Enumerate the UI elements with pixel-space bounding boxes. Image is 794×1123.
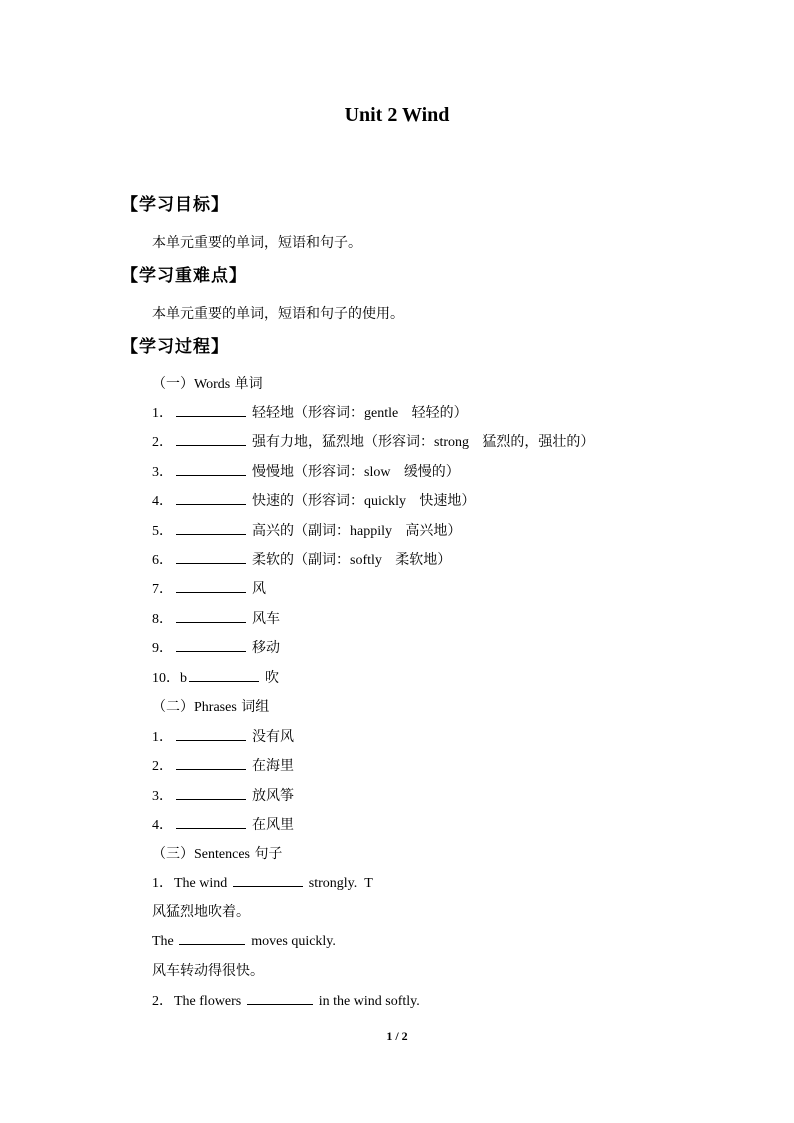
sentence-1-number: 1．	[152, 876, 173, 891]
sentence-1-end: strongly.	[308, 876, 358, 891]
word-item	[152, 402, 468, 422]
word-number: 2．	[152, 435, 173, 450]
word-number: 5．	[152, 524, 173, 539]
process-heading: 【学习过程】	[121, 337, 229, 357]
word-item	[152, 608, 280, 628]
phrase-item	[152, 755, 294, 775]
word-blank[interactable]	[176, 639, 246, 652]
word-meaning: 强有力地，猛烈地（形容词：	[252, 434, 434, 450]
word-blank[interactable]	[189, 669, 259, 682]
phrase-meaning: 在海里	[252, 758, 294, 774]
word-item	[152, 461, 460, 481]
sentence-3-start: The flowers	[174, 994, 242, 1009]
sentence-2-end: moves quickly.	[251, 934, 336, 949]
word-related-meaning: 高兴地）	[405, 523, 462, 539]
word-item	[152, 578, 266, 598]
word-blank[interactable]	[176, 492, 246, 505]
word-meaning: 慢慢地（形容词：	[252, 464, 364, 480]
sentence-3-end: in the wind softly.	[318, 994, 420, 1009]
word-number: 10．	[152, 671, 180, 686]
words-header-en: Words	[194, 377, 231, 392]
phrases-header	[152, 696, 269, 716]
sentence-1-tail: T	[364, 876, 373, 891]
word-meaning: 吹	[265, 670, 279, 686]
word-item	[152, 549, 451, 569]
word-related-form: strong	[434, 435, 469, 450]
word-meaning: 柔软的（副词：	[252, 552, 350, 568]
word-blank[interactable]	[176, 610, 246, 623]
word-blank[interactable]	[176, 433, 246, 446]
word-related-meaning: 快速地）	[419, 493, 476, 509]
phrases-header-en: Phrases	[194, 700, 237, 715]
word-meaning: 风	[252, 581, 266, 597]
words-header	[152, 373, 263, 393]
word-number: 4．	[152, 494, 173, 509]
word-meaning: 风车	[252, 611, 280, 627]
page-title: Unit 2 Wind	[344, 104, 450, 126]
phrase-number: 4．	[152, 818, 173, 833]
word-related-meaning: 猛烈的，强壮的）	[482, 434, 595, 450]
sentence-1-translation: 风猛烈地吹着。	[152, 904, 250, 920]
word-number: 9．	[152, 641, 173, 656]
sentence-1-start: The wind	[174, 876, 228, 891]
sentence-3-number: 2．	[152, 994, 173, 1009]
key-heading: 【学习重难点】	[121, 266, 247, 286]
phrase-meaning: 在风里	[252, 817, 294, 833]
sentence-3	[152, 990, 420, 1010]
word-item	[152, 637, 280, 657]
goal-heading: 【学习目标】	[121, 195, 229, 215]
word-item	[152, 667, 279, 687]
phrase-number: 1．	[152, 730, 173, 745]
word-number: 7．	[152, 582, 173, 597]
word-item	[152, 520, 461, 540]
phrase-item	[152, 785, 294, 805]
sentence-2-start: The	[152, 934, 174, 949]
sentence-2	[152, 932, 336, 950]
word-meaning: 移动	[252, 640, 280, 656]
words-header-cn: 单词	[234, 376, 263, 392]
word-item	[152, 490, 475, 510]
word-number: 3．	[152, 465, 173, 480]
phrase-blank[interactable]	[176, 728, 246, 741]
word-number: 8．	[152, 612, 173, 627]
goal-text: 本单元重要的单词，短语和句子。	[152, 235, 362, 251]
phrase-meaning: 放风筝	[252, 788, 294, 804]
phrase-blank[interactable]	[176, 816, 246, 829]
phrase-item	[152, 814, 294, 834]
word-meaning: 快速的（形容词：	[252, 493, 364, 509]
phrase-number: 3．	[152, 789, 173, 804]
phrase-meaning: 没有风	[252, 729, 294, 745]
sentence-3-blank[interactable]	[247, 992, 313, 1005]
sentence-2-blank[interactable]	[179, 932, 245, 945]
word-item	[152, 431, 594, 451]
word-blank[interactable]	[176, 551, 246, 564]
word-blank[interactable]	[176, 463, 246, 476]
word-related-form: happily	[350, 524, 392, 539]
key-text: 本单元重要的单词，短语和句子的使用。	[152, 306, 404, 322]
sentence-1	[152, 872, 373, 892]
word-related-meaning: 缓慢的）	[403, 464, 460, 480]
sentences-header-en: Sentences	[194, 847, 250, 862]
sentence-1-blank[interactable]	[233, 874, 303, 887]
sentences-header	[152, 843, 282, 863]
word-blank[interactable]	[176, 522, 246, 535]
word-blank[interactable]	[176, 580, 246, 593]
phrases-header-prefix: （二）	[152, 699, 194, 715]
word-related-form: slow	[364, 465, 391, 480]
phrase-item	[152, 726, 294, 746]
word-first-letter: b	[180, 671, 187, 686]
word-related-meaning: 柔软地）	[395, 552, 452, 568]
sentence-2-translation: 风车转动得很快。	[152, 963, 264, 979]
word-related-form: quickly	[364, 494, 406, 509]
word-related-form: softly	[350, 553, 382, 568]
word-meaning: 高兴的（副词：	[252, 523, 350, 539]
sentences-header-prefix: （三）	[152, 846, 194, 862]
phrase-blank[interactable]	[176, 787, 246, 800]
word-related-meaning: 轻轻的）	[411, 405, 468, 421]
phrases-header-cn: 词组	[241, 699, 270, 715]
word-number: 1．	[152, 406, 173, 421]
words-header-prefix: （一）	[152, 376, 194, 392]
word-related-form: gentle	[364, 406, 399, 421]
word-number: 6．	[152, 553, 173, 568]
phrase-number: 2．	[152, 759, 173, 774]
word-meaning: 轻轻地（形容词：	[252, 405, 364, 421]
word-blank[interactable]	[176, 404, 246, 417]
phrase-blank[interactable]	[176, 757, 246, 770]
page-number: 1 / 2	[386, 1029, 408, 1043]
sentences-header-cn: 句子	[254, 846, 283, 862]
